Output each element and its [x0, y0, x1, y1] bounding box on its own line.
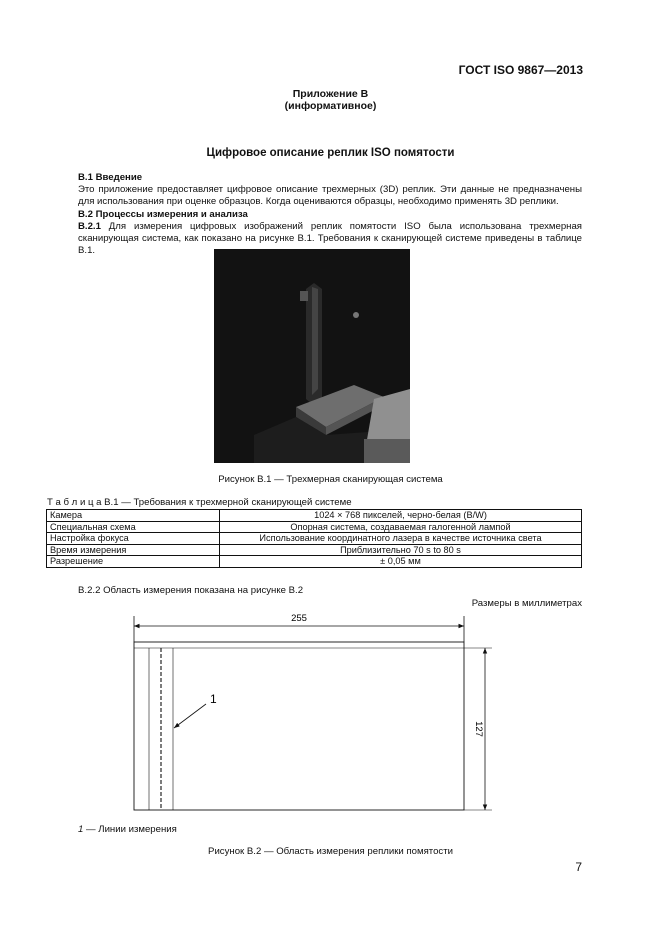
- table-cell-value: ± 0,05 мм: [220, 556, 582, 568]
- figure-b2-caption: Рисунок В.2 — Область измерения реплики помятости: [208, 846, 453, 857]
- table-cell-value: Использование координатного лазера в качестве источника света: [220, 533, 582, 545]
- section-b21-text: Для измерения цифровых изображений реплик помятости ISO была использована трехмерная сканирующая система, как показано на рисунке В.1. Требования к сканирующей системе приведены в таблице В.1.: [78, 220, 582, 257]
- height-dimension-label: 127: [473, 721, 484, 737]
- section-b2-heading: В.2 Процессы измерения и анализа: [78, 208, 248, 220]
- table-cell-key: Настройка фокуса: [47, 533, 220, 545]
- section-b1-heading: В.1 Введение: [78, 172, 143, 183]
- table-row: [47, 544, 582, 556]
- callout-number: 1: [210, 692, 217, 706]
- standard-designation: ГОСТ ISO 9867—2013: [458, 63, 583, 77]
- table-cell-key: Время измерения: [47, 544, 220, 556]
- table-cell-value: Приблизительно 70 s to 80 s: [220, 544, 582, 556]
- section-b1-text: Это приложение предоставляет цифровое описание трехмерных (3D) реплик. Эти данные не предназначены для использования при оценке образцов. Когда оцениваются образцы, необходимо применять 3D реплики.: [78, 184, 582, 208]
- table-row: [47, 510, 582, 522]
- table-cell-key: Специальная схема: [47, 521, 220, 533]
- table-b1-caption: Т а б л и ц а В.1 — Требования к трехмерной сканирующей системе: [47, 497, 352, 508]
- width-dimension-label: 255: [291, 613, 307, 624]
- annex-title: Приложение В: [292, 88, 369, 100]
- table-row: [47, 521, 582, 533]
- legend-number: 1: [78, 824, 84, 835]
- section-b21-number: В.2.1: [78, 220, 101, 232]
- table-cell-key: Камера: [47, 510, 220, 522]
- sample-outline: [134, 642, 464, 810]
- legend-text: — Линии измерения: [83, 824, 177, 835]
- annex-subtitle: (информативное): [284, 100, 377, 112]
- requirements-table: [46, 509, 582, 568]
- figure-b1-caption: Рисунок В.1 — Трехмерная сканирующая система: [218, 474, 443, 485]
- scanner-illustration: [214, 249, 410, 463]
- scanner-photo: [214, 249, 410, 463]
- section-b1: [78, 172, 582, 257]
- table-cell-value: 1024 × 768 пикселей, черно-белая (B/W): [220, 510, 582, 522]
- section-b22-text: В.2.2 Область измерения показана на рисунке В.2: [78, 585, 304, 596]
- table-row: [47, 533, 582, 545]
- callout-leader: [174, 704, 206, 728]
- table-cell-key: Разрешение: [47, 556, 220, 568]
- dimensions-note: Размеры в миллиметрах: [471, 598, 582, 609]
- document-title: Цифровое описание реплик ISO помятости: [206, 147, 455, 159]
- table-row: [47, 556, 582, 568]
- page-number: 7: [575, 860, 582, 874]
- measurement-area-drawing: [120, 610, 500, 818]
- table-cell-value: Опорная система, создаваемая галогенной лампой: [220, 521, 582, 533]
- figure-b2-legend: [78, 824, 177, 835]
